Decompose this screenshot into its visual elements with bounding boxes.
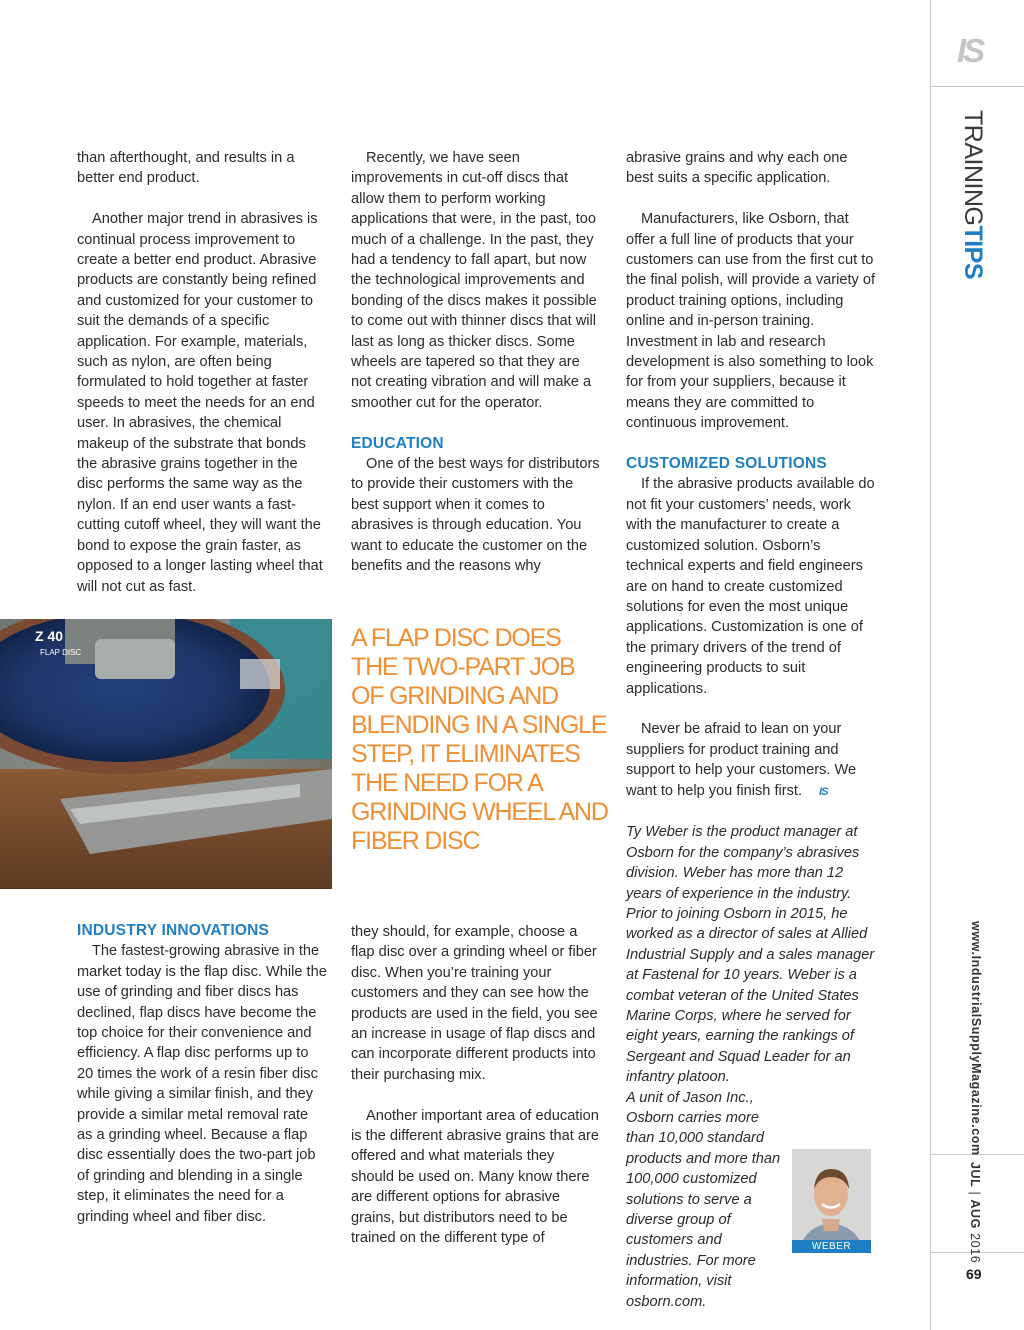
magazine-url: www.IndustrialSupplyMagazine.com <box>969 921 983 1156</box>
author-headshot <box>792 1149 871 1253</box>
column-2-bottom <box>351 922 601 1248</box>
body-paragraph: Recently, we have seen improvements in cut-off discs that allow them to perform working applications that were, in the past, too much of a challenge. In the past, they had a tendency to fall apart, but now the technological improvements and bonding of the discs makes it possible to come out with thinner discs that will last as long as thicker discs. Some wheels are tapered so that they are not creating vibration and will make a smoother cut for the operator. <box>351 150 597 411</box>
body-paragraph: abrasive grains and why each one best suits a specific application. <box>626 150 848 187</box>
body-paragraph: The fastest-growing abrasive in the market today is the flap disc. While the use of grinding and fiber discs has declined, flap discs have become the top choice for their convenience and efficiency. A flap disc performs up to 20 times the work of a resin fiber disc while giving a similar finish, and they provide a similar metal removal rate as a grinding wheel. Because a flap disc essentially does the two-part job of grinding and blending in a single step, it eliminates the need for a grinding wheel and fiber disc. <box>77 943 327 1225</box>
column-1-top <box>77 148 327 597</box>
section-heading-education: EDUCATION <box>351 434 444 452</box>
author-bio: Ty Weber is the product manager at Osborn for the company’s abrasives division. Weber has more than 12 years of experience in the industry. Prior to joining Osborn in 2015, he worked as a director of sales at Allied Industrial Supply and a sales manager at Fastenal for 10 years. Weber is a combat veteran of the United States Marine Corps, where he served for eight years, earning the rankings of Sergeant and Squad Leader for an infantry platoon. <box>626 824 875 1086</box>
issue-month-1: JUL <box>968 1162 982 1188</box>
pull-quote: A FLAP DISC DOES THE TWO-PART JOB OF GRINDING AND BLENDING IN A SINGLE STEP, IT ELIMINATES THE NEED FOR A GRINDING WHEEL AND FIBER DISC <box>351 624 608 855</box>
end-mark-icon: IS <box>819 785 828 798</box>
page-number: 69 <box>966 1266 982 1282</box>
closing-text: Never be afraid to lean on your suppliers for product training and support to help your customers. We want to help you finish first. <box>626 721 857 799</box>
issue-separator: | <box>968 1187 982 1200</box>
magazine-logo: IS <box>957 32 983 69</box>
rail-rule <box>930 86 1024 87</box>
body-paragraph: Manufacturers, like Osborn, that offer a full line of products that your customers can use from the first cut to the final polish, will provide a variety of product training options, including online and in-person training. Investment in lab and research development is also something to look for from your suppliers, because it means they are committed to continuous improvement. <box>626 211 876 432</box>
section-title-bold: TIPS <box>959 225 987 280</box>
rail-divider <box>930 0 931 1330</box>
body-paragraph: Another important area of education is the different abrasive grains that are offered and what materials they should be used on. Many know there are different options for abrasive grains, but distributors need to be trained on the different type of <box>351 1107 599 1247</box>
issue-year: 2016 <box>968 1229 982 1264</box>
body-paragraph: Another major trend in abrasives is continual process improvement to create a better end product. Abrasive products are constantly being refined and customized for your customer to suit the demands of a specific application. For example, materials, such as nylon, are often being formulated to hold together at faster speeds to meet the needs for an end user. In abrasives, the chemical makeup of the substrate that bonds the abrasive grains together in the disc performs the same way as the nylon. If an end user wants a fast-cutting cutoff wheel, they will want the bond to expose the grain faster, as opposed to a longer lasting wheel that will not cut as fast. <box>77 211 323 595</box>
company-about: A unit of Jason Inc., Osborn carries more than 10,000 standard products and more than 100,000 customized solutions to serve a diverse group of customers and industries. For more information, visit osborn.com. <box>626 1089 781 1310</box>
disc-label-type: FLAP DISC <box>40 648 82 657</box>
column-1-bottom <box>77 921 327 1227</box>
body-paragraph: If the abrasive products available do not fit your customers’ needs, work with the manufacturer to create a customized solution. Osborn’s technical experts and field engineers are on hand to create customized solutions for even the most unique applications. Customization is one of the primary drivers of the trend of engineering products to suit applications. <box>626 476 875 697</box>
section-heading-customized-solutions: CUSTOMIZED SOLUTIONS <box>626 455 827 473</box>
body-paragraph: One of the best ways for distributors to provide their customers with the best support when it comes to abrasives is through education. You want to educate the customer on the benefits and the reasons why <box>351 456 600 575</box>
flap-disc-photo <box>0 619 332 889</box>
issue-date <box>968 1162 982 1263</box>
column-2-top <box>351 148 601 577</box>
disc-label-grit: Z 40 <box>35 628 64 644</box>
section-heading-industry-innovations: INDUSTRY INNOVATIONS <box>77 922 270 939</box>
section-title-light: TRAINING <box>959 110 987 226</box>
issue-month-2: AUG <box>968 1199 982 1229</box>
headshot-caption: WEBER <box>792 1240 871 1253</box>
body-paragraph: than afterthought, and results in a better end product. <box>77 150 295 187</box>
closing-paragraph <box>626 719 876 802</box>
body-paragraph: they should, for example, choose a flap disc over a grinding wheel or fiber disc. When you’re training your customers and they can see how the products are used in the field, you see an increase in usage of flap discs and can incorporate different products into their purchasing mix. <box>351 924 598 1083</box>
section-title <box>960 110 986 279</box>
column-3 <box>626 148 876 1312</box>
